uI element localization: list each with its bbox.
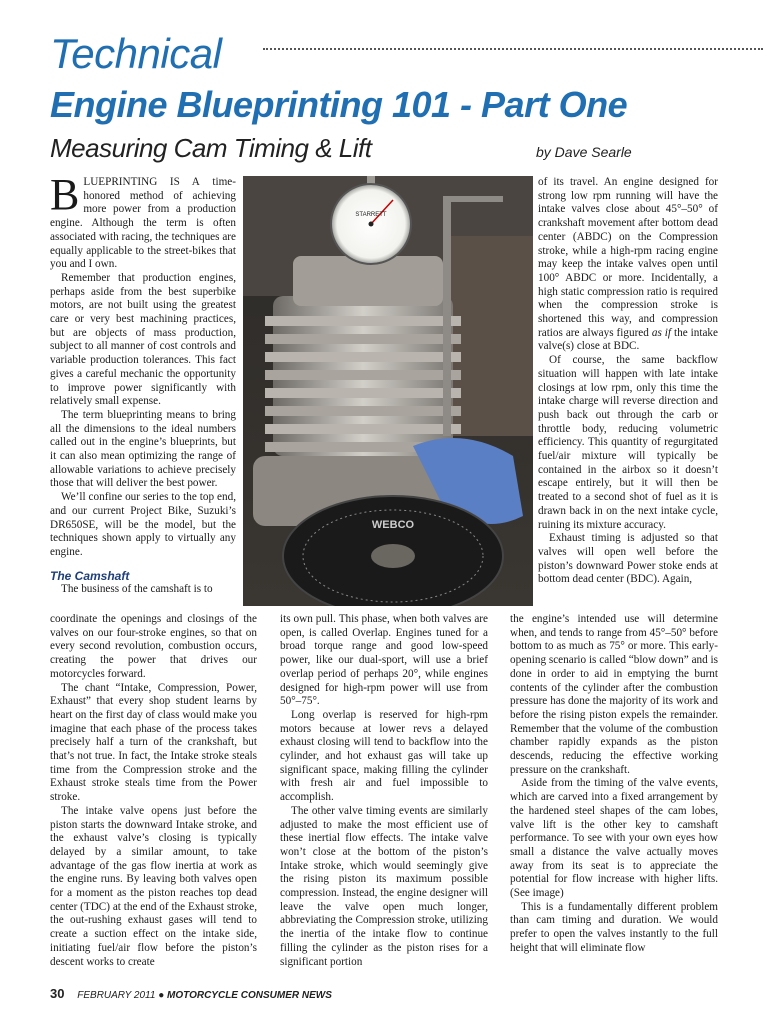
page-footer (50, 986, 332, 1001)
byline: by Dave Searle (536, 144, 632, 160)
article-title: Engine Blueprinting 101 - Part One (50, 84, 628, 125)
lead-in-caps: LUEPRINTING IS A (83, 176, 200, 188)
paragraph: Remember that production engines, perhaps aside from the best superbike motors, are not built using the greatest care or very best machining practices, but are objects of mass production, subject to all manner of cost controls and variable production tolerances. This fact gives a careful mechanic the opportunity to improve power significantly with relatively small expense. (50, 271, 236, 408)
paragraph-intro: BLUEPRINTING IS A time-honored method of achieving more power from a production engine. Although the term is often associated with racing, the techniques are equally applicable to the street-bikes that you and I own. (50, 170, 236, 271)
paragraph: The term blueprinting means to bring all the dimensions to the ideal numbers called out in the engine’s blueprints, but it can also mean optimizing the range of allowable variations to achieve precisely those that will deliver the best power. (50, 408, 236, 490)
degree-wheel-brand: WEBCO (371, 519, 415, 531)
paragraph: of its travel. An engine designed for strong low rpm running will have the intake valves close about 45°–50° of crankshaft movement after bottom dead center (ABDC) on the Compression stroke, while a high-rpm racing engine may keep the intake valves open until 100° ABDC or more. Incidentally, a high static compression ratio is required when the compression stroke is shortened this way, and compression ratios are always figured as if the intake valve(s) close at BDC. (538, 176, 718, 353)
header-dotted-rule (263, 48, 763, 50)
engine-illustration (243, 176, 533, 606)
footer-bullet: ● (158, 990, 165, 1001)
dial-brand: STARRETT (355, 212, 387, 218)
column-3-top (538, 176, 718, 587)
page-number: 30 (50, 986, 65, 1001)
degree-wheel (283, 496, 503, 606)
engine-photo (243, 176, 533, 606)
paragraph: the engine’s intended use will determine when, and tends to range from 45°–50° before bottom to as much as 75° or more. This early-opening scenario is called “blow down” and is done in order to aid in emptying the burnt contents of the cylinder after the combustion pressure has done the majority of its work and before the rising piston expels the remainder. Remember that the volume of the combustion chamber rapidly expands as the piston descends, reducing the effective working pressure on the crankshaft. (510, 613, 718, 776)
article-subtitle: Measuring Cam Timing & Lift (50, 133, 372, 163)
drop-cap: B (50, 170, 80, 219)
column-3-bottom (510, 613, 718, 956)
paragraph: its own pull. This phase, when both valves are open, is called Overlap. Engines tuned for a broad torque range and good low-speed power, like our dual-sport, will use a brief overlap period of perhaps 20°, while engines designed for high-rpm power will use from 50°–75°. (280, 613, 488, 708)
column-1-bottom (50, 613, 257, 969)
paragraph: Aside from the timing of the valve events, which are carved into a fixed arrangement by the hardened steel shapes of the cam lobes, valve lift is the other key to camshaft performance. To see with your own eyes how small a distance the valve actually moves away from its seat is to appreciate the potential for flow increase with higher lifts. (See image) (510, 777, 718, 900)
section-label: Technical (50, 30, 222, 77)
paragraph: The chant “Intake, Compression, Power, Exhaust” that every shop student learns by heart on the first day of class would make you imagine that each phase of the process takes precisely half a turn of the crankshaft, but that’s not true. In fact, the Intake stroke steals time from the Compression stroke and the Exhaust stroke steals time from the Power stroke. (50, 681, 257, 804)
paragraph: coordinate the openings and closings of the valves on our four-stroke engines, so that on every second revolution, combustion occurs, creating the power that drives our motorcycles forward. (50, 613, 257, 680)
cylinder-fins (265, 296, 461, 456)
paragraph: Of course, the same backflow situation will happen with late intake closings at low rpm, only this time the intake charge will reverse direction and push back out through the carb or throttle body, reducing volumetric efficiency. This quantity of regurgitated fuel/air mixture will typically be contained in the airbox so it doesn’t escape entirely, but it will then be treated to a second shot of fuel as it is drawn back in on the next intake cycle, ruining its mixture accuracy. (538, 354, 718, 531)
paragraph: Long overlap is reserved for high-rpm motors because at lower revs a delayed exhaust closing will tend to backflow into the cylinder, and hot exhaust gas will take up significant space, making filling the cylinder with fresh air and fuel impossible to accomplish. (280, 708, 488, 804)
paragraph: The business of the camshaft is to (61, 583, 213, 596)
paragraph: The other valve timing events are similarly adjusted to make the most efficient use of these inertial flow effects. The intake valve won’t close at the bottom of the piston’s Intake stroke, which would seemingly give the rising piston its maximum possible compression. Instead, the engine designer will leave the valve open much longer, abbreviating the Compression stroke, utilizing the inertia of the intake flow to continue filling the cylinder as the piston rises for a significant portion (280, 804, 488, 968)
column-1-top (50, 170, 236, 597)
paragraph: We’ll confine our series to the top end, and our current Project Bike, Suzuki’s DR650SE, will be the model, but the techniques shown apply to virtually any engine. (50, 491, 236, 558)
paragraph: Exhaust timing is adjusted so that valves will open well before the piston’s downward Power stoke ends at bottom dead center (BDC). Again, (538, 532, 718, 586)
column-2-bottom (280, 613, 488, 969)
paragraph: This is a fundamentally different problem than cam timing and duration. We would prefer to open the valves instantly to the full height that will eliminate flow (510, 900, 718, 954)
paragraph: The intake valve opens just before the piston starts the downward Intake stroke, and the exhaust valve’s closing is typically delayed by a similar amount, to take advantage of the gas flow inertia at work as the engine runs. By leaving both valves open for a moment as the piston reaches top dead center (TDC) at the end of the Exhaust stroke, the out-rushing exhaust gases will tend to create a suction effect on the intake side, initiating fuel/air flow before the piston’s descent works to create (50, 804, 257, 968)
issue-date: FEBRUARY 2011 (77, 990, 156, 1001)
dial-indicator (331, 184, 411, 264)
subhead-camshaft: The Camshaft (50, 568, 130, 583)
magazine-name: MOTORCYCLE CONSUMER NEWS (167, 990, 332, 1001)
